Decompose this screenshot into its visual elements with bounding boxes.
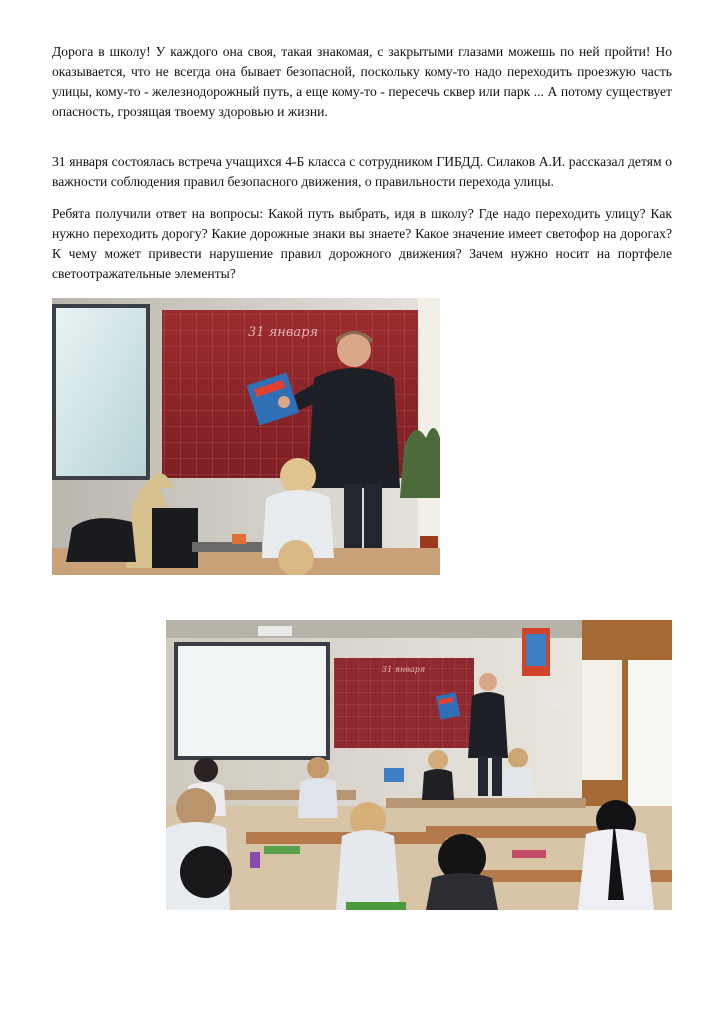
event-paragraph: 31 января состоялась встреча учащихся 4-Б класса с сотрудником ГИБДД. Силаков А.И. рассказал детям о важности соблюдения правил безопасного движения, о правильности перехода улицы. [52,154,672,189]
board-date-text-2: 31 января [382,665,426,674]
classroom-photo-2 [166,620,672,910]
questions-paragraph: Ребята получили ответ на вопросы: Какой путь выбрать, идя в школу? Где надо переходить улицу? Как нужно переходить дорогу? Какие дорожные знаки вы знаете? Какое значение имеет светофор на дорогах? К чему может привести нарушение правил дорожного движения? Зачем нужно носит на портфеле светоотражательные элементы? [52,206,672,281]
board-date-text: 31 января [248,325,319,340]
classroom-photo-1-image [52,298,440,575]
intro-paragraph: Дорога в школу! У каждого она своя, такая знакомая, с закрытыми глазами можешь по ней пройти! Но оказывается, что не всегда она бывает безопасной, поскольку кому-то надо переходить проезжую часть улицы, кому-то - железнодорожный путь, а еще кому-то - пересечь сквер или парк ... А потому существует опасность, грозящая твоему здоровью и жизни. [52,44,672,119]
classroom-photo-2-image [166,620,672,910]
classroom-photo-1 [52,298,440,575]
